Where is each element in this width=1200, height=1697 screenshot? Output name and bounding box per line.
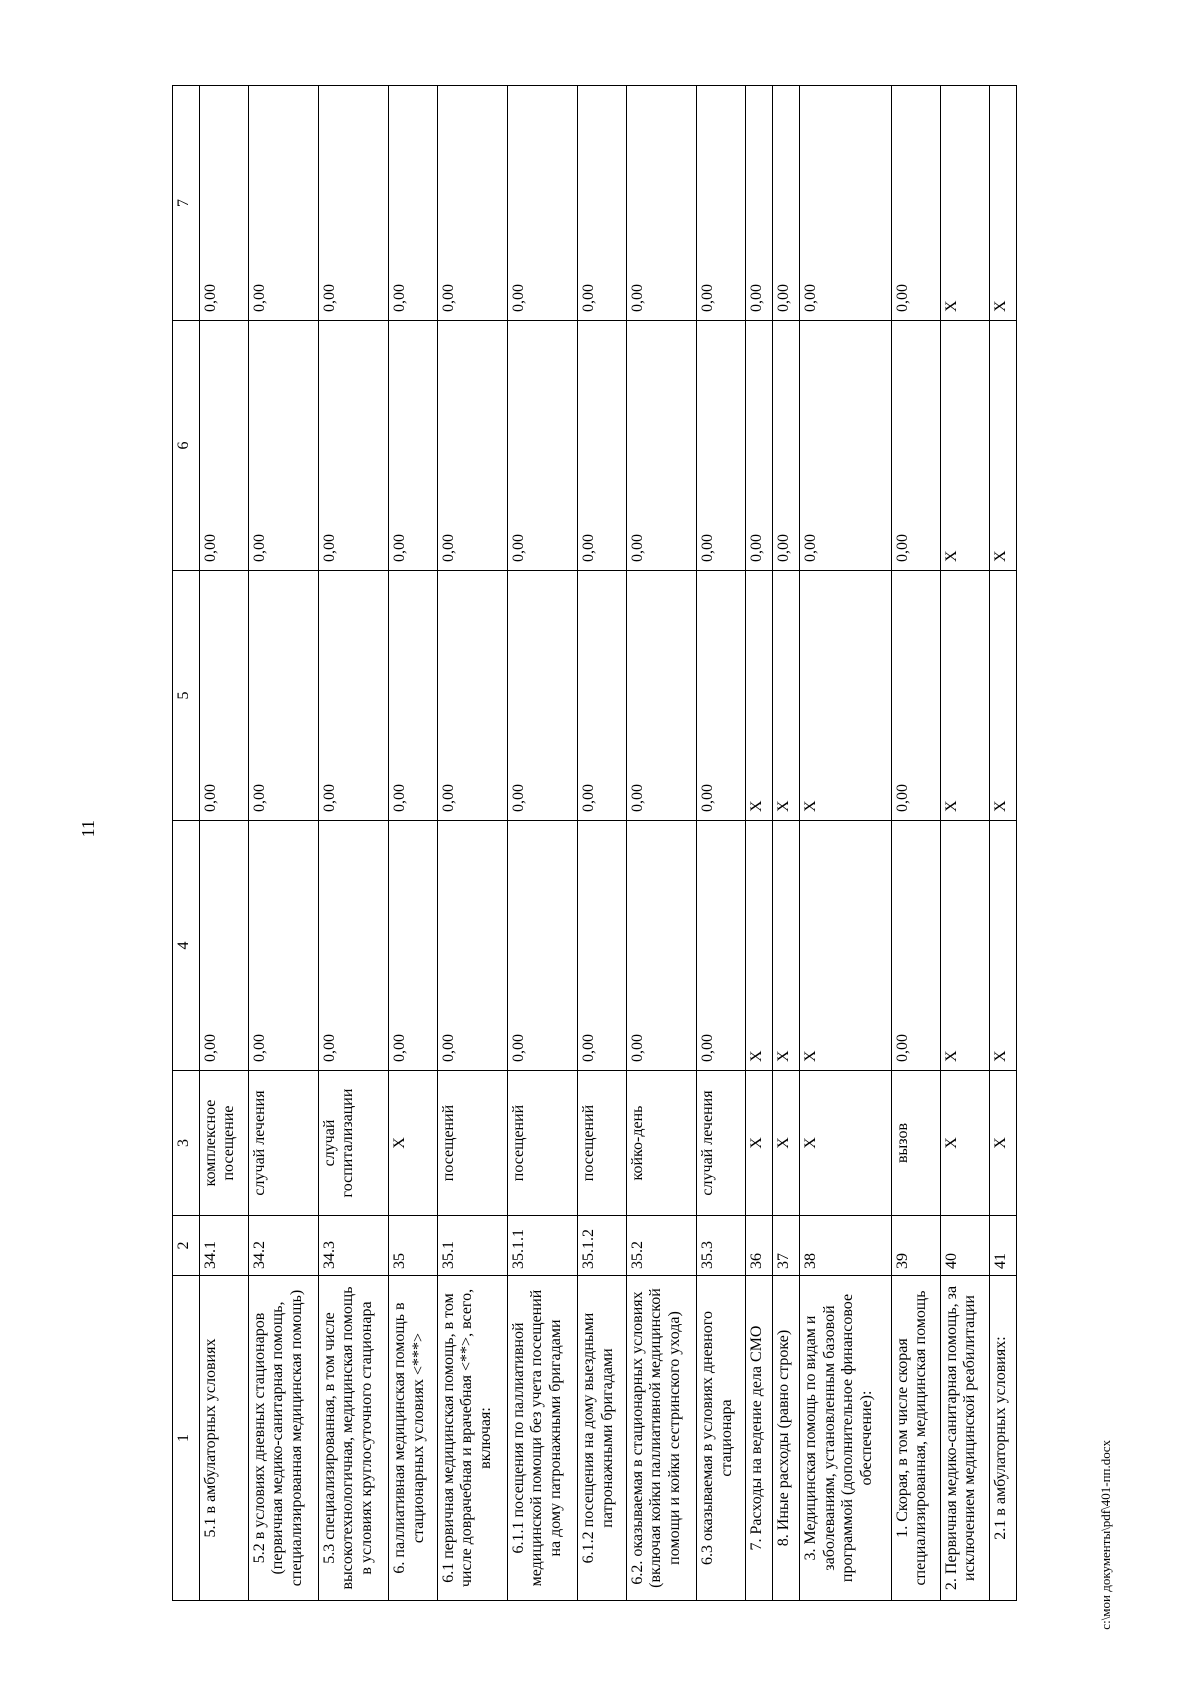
table-cell-col7: 0,00 [508,86,578,321]
table-row [508,86,578,1601]
table-cell-col7: 0,00 [248,86,318,321]
table-cell-col2: 35.1 [437,1216,507,1276]
table-cell-col1: 6.1.1 посещения по паллиативной медицинской помощи без учета посещений на дому патронажными бригадами [508,1276,578,1601]
table-cell-col4: X [745,821,772,1071]
table-cell-col5: 0,00 [248,571,318,821]
table-cell-col6: 0,00 [773,321,800,571]
table-cell-col7: 0,00 [200,86,249,321]
table-cell-col1: 6.3 оказываемая в условиях дневного стационара [697,1276,746,1601]
table-cell-col1: 2. Первичная медико-санитарная помощь, за исключением медицинской реабилитации [940,1276,989,1601]
table-row [578,86,627,1601]
table-header-row [173,86,200,1601]
table-cell-col6: 0,00 [389,321,438,571]
table-cell-col7: 0,00 [318,86,388,321]
table-cell-col1: 6.1.2 посещения на дому выездными патронажными бригадами [578,1276,627,1601]
table-row [892,86,941,1601]
column-header: 1 [173,1276,200,1601]
column-header: 6 [173,321,200,571]
table-cell-col4: 0,00 [892,821,941,1071]
data-table [172,85,1017,1601]
table-cell-col4: 0,00 [508,821,578,1071]
table-cell-col5: 0,00 [318,571,388,821]
table-cell-col3: X [745,1071,772,1216]
table-cell-col6: 0,00 [508,321,578,571]
table-cell-col4: X [773,821,800,1071]
table-cell-col3: комплексное посещение [200,1071,249,1216]
table-cell-col2: 41 [989,1216,1016,1276]
table-cell-col7: 0,00 [745,86,772,321]
table-cell-col1: 5.1 в амбулаторных условиях [200,1276,249,1601]
column-header: 7 [173,86,200,321]
table-row [318,86,388,1601]
table-cell-col2: 34.3 [318,1216,388,1276]
table-cell-col2: 39 [892,1216,941,1276]
table-row [745,86,772,1601]
table-row [697,86,746,1601]
table-cell-col1: 3. Медицинская помощь по видам и заболеваниям, установленным базовой программой (дополнительное финансовое обеспечение): [800,1276,892,1601]
rotated-table-container [172,86,1017,1601]
table-cell-col5: 0,00 [697,571,746,821]
table-cell-col1: 5.3 специализированная, в том числе высокотехнологичная, медицинская помощь в условиях круглосуточного стационара [318,1276,388,1601]
table-cell-col7: X [940,86,989,321]
table-cell-col3: X [989,1071,1016,1216]
table-row [800,86,892,1601]
table-cell-col2: 37 [773,1216,800,1276]
table-cell-col5: 0,00 [578,571,627,821]
table-cell-col5: X [745,571,772,821]
table-cell-col2: 35.1.2 [578,1216,627,1276]
column-header: 2 [173,1216,200,1276]
table-cell-col4: 0,00 [578,821,627,1071]
table-cell-col6: 0,00 [697,321,746,571]
table-cell-col1: 1. Скорая, в том числе скорая специализированная, медицинская помощь [892,1276,941,1601]
table-cell-col2: 34.2 [248,1216,318,1276]
table-cell-col6: X [940,321,989,571]
table-cell-col5: X [940,571,989,821]
table-cell-col7: 0,00 [389,86,438,321]
table-cell-col3: вызов [892,1071,941,1216]
table-cell-col7: X [989,86,1016,321]
table-cell-col3: случай лечения [697,1071,746,1216]
table-cell-col7: 0,00 [773,86,800,321]
table-cell-col6: 0,00 [626,321,696,571]
table-cell-col5: X [800,571,892,821]
table-cell-col2: 35.3 [697,1216,746,1276]
table-cell-col5: X [773,571,800,821]
table-cell-col1: 6.1 первичная медицинская помощь, в том числе доврачебная и врачебная <**>, всего, включая: [437,1276,507,1601]
table-cell-col1: 6.2. оказываемая в стационарных условиях (включая койки паллиативной медицинской помощи и койки сестринского ухода) [626,1276,696,1601]
table-cell-col6: 0,00 [578,321,627,571]
table-cell-col6: 0,00 [200,321,249,571]
page-number: 11 [78,820,98,838]
table-cell-col3: X [940,1071,989,1216]
table-cell-col6: 0,00 [437,321,507,571]
table-cell-col5: 0,00 [892,571,941,821]
table-row [626,86,696,1601]
table-cell-col3: посещений [578,1071,627,1216]
table-cell-col5: 0,00 [200,571,249,821]
table-cell-col2: 36 [745,1216,772,1276]
table-cell-col5: 0,00 [508,571,578,821]
table-cell-col2: 35.2 [626,1216,696,1276]
table-cell-col2: 40 [940,1216,989,1276]
table-cell-col6: 0,00 [318,321,388,571]
table-cell-col3: посещений [437,1071,507,1216]
table-cell-col4: 0,00 [697,821,746,1071]
footer-file-path: c:\мои документы\pdf\401-пп.docx [1098,1440,1113,1630]
table-cell-col4: 0,00 [389,821,438,1071]
table-cell-col3: койко-день [626,1071,696,1216]
table-cell-col4: 0,00 [200,821,249,1071]
table-cell-col3: X [773,1071,800,1216]
table-cell-col3: X [389,1071,438,1216]
table-cell-col5: 0,00 [437,571,507,821]
table-cell-col6: 0,00 [892,321,941,571]
table-cell-col7: 0,00 [697,86,746,321]
table-cell-col1: 7. Расходы на ведение дела СМО [745,1276,772,1601]
table-row [248,86,318,1601]
column-header: 4 [173,821,200,1071]
table-cell-col3: случай лечения [248,1071,318,1216]
table-cell-col2: 35.1.1 [508,1216,578,1276]
table-row [773,86,800,1601]
column-header: 3 [173,1071,200,1216]
table-row [940,86,989,1601]
table-row [389,86,438,1601]
table-cell-col1: 2.1 в амбулаторных условиях: [989,1276,1016,1601]
table-cell-col7: 0,00 [437,86,507,321]
table-cell-col6: 0,00 [800,321,892,571]
table-cell-col2: 34.1 [200,1216,249,1276]
table-cell-col7: 0,00 [800,86,892,321]
table-cell-col6: X [989,321,1016,571]
table-cell-col1: 8. Иные расходы (равно строке) [773,1276,800,1601]
table-cell-col5: 0,00 [626,571,696,821]
table-cell-col7: 0,00 [578,86,627,321]
table-cell-col2: 38 [800,1216,892,1276]
table-cell-col4: 0,00 [437,821,507,1071]
table-cell-col4: 0,00 [318,821,388,1071]
table-cell-col4: 0,00 [626,821,696,1071]
table-row [200,86,249,1601]
table-cell-col5: X [989,571,1016,821]
table-cell-col7: 0,00 [892,86,941,321]
table-cell-col2: 35 [389,1216,438,1276]
table-cell-col4: 0,00 [248,821,318,1071]
table-row [989,86,1016,1601]
table-cell-col3: посещений [508,1071,578,1216]
table-cell-col6: 0,00 [745,321,772,571]
table-cell-col1: 6. паллиативная медицинская помощь в стационарных условиях <***> [389,1276,438,1601]
table-cell-col4: X [800,821,892,1071]
column-header: 5 [173,571,200,821]
table-cell-col4: X [989,821,1016,1071]
table-cell-col4: X [940,821,989,1071]
table-cell-col3: X [800,1071,892,1216]
table-cell-col1: 5.2 в условиях дневных стационаров (первичная медико-санитарная помощь, специализированная медицинская помощь) [248,1276,318,1601]
table-cell-col3: случай госпитализации [318,1071,388,1216]
table-row [437,86,507,1601]
table-cell-col6: 0,00 [248,321,318,571]
table-cell-col5: 0,00 [389,571,438,821]
table-cell-col7: 0,00 [626,86,696,321]
